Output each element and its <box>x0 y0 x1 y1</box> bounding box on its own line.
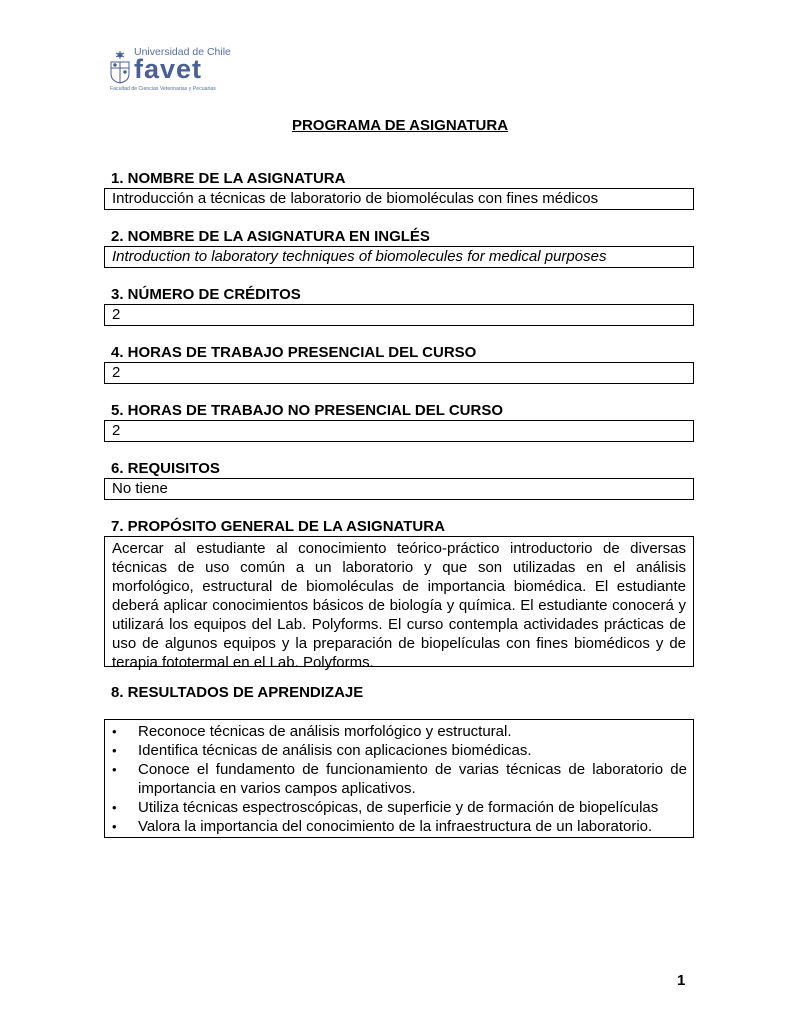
contact-hours-field: 2 <box>104 362 694 384</box>
credits-field: 2 <box>104 304 694 326</box>
course-name-field: Introducción a técnicas de laboratorio de biomoléculas con fines médicos <box>104 188 694 210</box>
section-heading-learning-outcomes: 8. RESULTADOS DE APRENDIZAJE <box>111 684 364 701</box>
general-purpose-field: Acercar al estudiante al conocimiento teórico-práctico introductorio de diversas técnicas de uso común a un laboratorio y que son utilizadas en el análisis morfológico, estructural de biomoléculas de importancia biomédica. El estudiante deberá aplicar conocimientos básicos de biología y química. El estudiante conocerá y utilizará los equipos del Lab. Polyforms. El curso contempla actividades prácticas de uso de algunos equipos y la preparación de biopelículas con fines biomédicos y de terapia fototermal en el Lab. Polyforms. <box>104 536 694 667</box>
learning-outcome-text: Identifica técnicas de análisis con aplicaciones biomédicas. <box>138 742 532 759</box>
section-heading-credits: 3. NÚMERO DE CRÉDITOS <box>111 286 301 303</box>
list-item <box>112 760 687 798</box>
learning-outcomes-list <box>104 719 694 838</box>
course-name-english-field: Introduction to laboratory techniques of biomolecules for medical purposes <box>104 246 694 268</box>
list-item <box>112 722 687 741</box>
section-heading-independent-hours: 5. HORAS DE TRABAJO NO PRESENCIAL DEL CURSO <box>111 402 503 419</box>
section-heading-prerequisites: 6. REQUISITOS <box>111 460 220 477</box>
page-title: PROGRAMA DE ASIGNATURA <box>291 117 509 134</box>
learning-outcome-text: Reconoce técnicas de análisis morfológico y estructural. <box>138 723 512 740</box>
page-number: 1 <box>677 972 686 989</box>
logo-faculty-name: Facultad de Ciencias Veterinarias y Pecuarias <box>110 86 216 92</box>
prerequisites-field: No tiene <box>104 478 694 500</box>
bullet-icon: • <box>112 800 117 815</box>
list-item <box>112 741 687 760</box>
section-heading-general-purpose: 7. PROPÓSITO GENERAL DE LA ASIGNATURA <box>111 518 445 535</box>
bullet-icon: • <box>112 724 117 739</box>
list-item <box>112 798 687 817</box>
learning-outcome-text: Valora la importancia del conocimiento de la infraestructura de un laboratorio. <box>138 818 653 835</box>
section-heading-contact-hours: 4. HORAS DE TRABAJO PRESENCIAL DEL CURSO <box>111 344 477 361</box>
learning-outcome-text: Utiliza técnicas espectroscópicas, de superficie y de formación de biopelículas <box>138 799 659 816</box>
learning-outcome-text: Conoce el fundamento de funcionamiento de varias técnicas de laboratorio de importancia en varios campos aplicativos. <box>138 761 687 797</box>
bullet-icon: • <box>112 819 117 834</box>
logo-university-name: Universidad de Chile <box>134 46 231 58</box>
logo-brand: favet <box>134 54 203 84</box>
section-heading-course-name: 1. NOMBRE DE LA ASIGNATURA <box>111 170 346 187</box>
university-seal-icon <box>108 50 132 84</box>
bullet-icon: • <box>112 743 117 758</box>
university-logo <box>108 44 238 96</box>
section-heading-course-name-english: 2. NOMBRE DE LA ASIGNATURA EN INGLÉS <box>111 228 430 245</box>
independent-hours-field: 2 <box>104 420 694 442</box>
bullet-icon: • <box>112 762 117 777</box>
list-item <box>112 817 687 836</box>
